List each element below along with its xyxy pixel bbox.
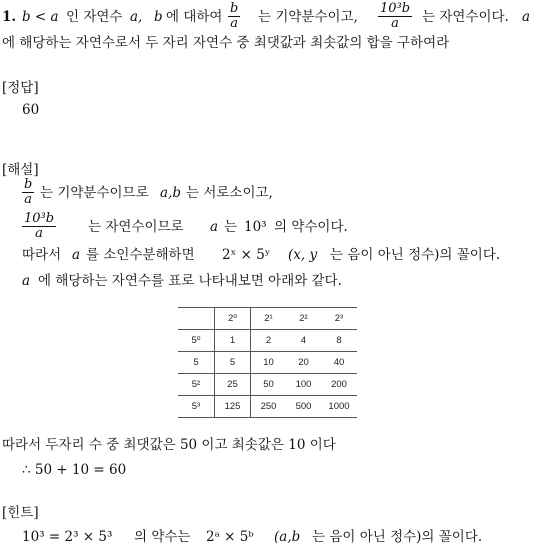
- table-cell: 500: [295, 401, 312, 412]
- table-cell: 100: [295, 379, 312, 390]
- table-cell: 2¹: [264, 313, 273, 324]
- solution-line-1-text: 는 기약분수이므로: [40, 185, 149, 201]
- table-cell: 1000: [328, 401, 350, 412]
- solution-line-3-end: 는 음이 아닌 정수)의 꼴이다.: [330, 247, 501, 263]
- hint-end: 는 음이 아닌 정수)의 꼴이다.: [312, 529, 483, 545]
- table-cell: 20: [298, 357, 309, 368]
- hint-mid: 의 약수는: [134, 529, 191, 545]
- solution-line-4-var: a: [22, 273, 31, 289]
- table-cell: 2³: [334, 313, 344, 324]
- table-cell: 40: [333, 357, 345, 368]
- solution-line-3-var: a: [72, 247, 81, 263]
- table-row: [178, 352, 357, 374]
- table-cell: 2⁰: [215, 308, 251, 330]
- fraction-numerator: 10³b: [24, 211, 55, 226]
- fraction-numerator: 10³b: [380, 1, 411, 16]
- problem-text-3: 는 기약분수이고,: [258, 9, 358, 25]
- solution-fraction-b-over-a: [22, 178, 34, 207]
- table-cell: 200: [331, 379, 347, 390]
- table-cell: 4: [300, 335, 307, 346]
- table-cell: 5²: [178, 374, 215, 396]
- problem-var-b: b: [154, 9, 163, 25]
- solution-label: [해설]: [2, 162, 39, 178]
- table-row: [178, 374, 357, 396]
- problem-text-2: 에 대하여: [166, 9, 223, 25]
- solution-fraction-10b-over-a: [22, 212, 56, 241]
- solution-line-3-expr: 2ˣ × 5ʸ: [222, 247, 271, 263]
- solution-line-4-text: 에 해당하는 자연수를 표로 나타내보면 아래와 같다.: [38, 273, 342, 289]
- problem-var-a-end: a: [522, 9, 531, 25]
- solution-line-3-start: 따라서: [22, 247, 62, 263]
- fraction-numerator: b: [24, 177, 33, 192]
- table-cell: 50: [263, 379, 274, 390]
- problem-number: 1.: [2, 9, 17, 25]
- hint-paren: (a,b: [274, 529, 301, 545]
- problem-fraction-10b-over-a: [378, 2, 412, 31]
- solution-line-3-mid: 를 소인수분해하면: [86, 247, 195, 263]
- fraction-denominator: a: [35, 226, 43, 241]
- table-row: [178, 396, 357, 418]
- solution-conclusion: 따라서 두자리 수 중 최댓값은 50 이고 최솟값은 10 이다: [2, 437, 336, 453]
- table-cell: 25: [215, 374, 251, 396]
- table-cell: [178, 308, 215, 330]
- solution-line-2-end: 의 약수이다.: [274, 219, 348, 235]
- powers-table: [178, 307, 357, 418]
- fraction-numerator: b: [230, 1, 239, 16]
- problem-fraction-b-over-a: [228, 2, 240, 31]
- table-cell: 5: [178, 352, 215, 374]
- fraction-denominator: a: [391, 16, 399, 31]
- solution-line-1-end: 는 서로소이고,: [186, 185, 273, 201]
- solution-line-2-text: 는 자연수이므로: [88, 219, 184, 235]
- table-header-row: [178, 308, 357, 330]
- table-cell: 5⁰: [178, 330, 215, 352]
- solution-line-2-mid: 는: [224, 219, 238, 235]
- table-cell: 2²: [299, 313, 308, 324]
- table-row: [178, 330, 357, 352]
- answer-value: 60: [22, 102, 40, 118]
- problem-line-2: 에 해당하는 자연수로서 두 자리 자연수 중 최댓값과 최솟값의 합을 구하여라: [2, 35, 450, 51]
- table-cell: 1: [215, 330, 251, 352]
- answer-label: [정답]: [2, 80, 39, 96]
- solution-line-1-vars: a,b: [160, 185, 181, 201]
- table-cell: 250: [260, 401, 277, 412]
- table-cell: 5³: [178, 396, 215, 418]
- problem-inequality: b < a: [22, 9, 59, 25]
- problem-text-4: 는 자연수이다.: [422, 9, 509, 25]
- table-cell: 125: [215, 396, 251, 418]
- table-cell: 8: [336, 335, 342, 346]
- hint-expr: 2ᵃ × 5ᵇ: [206, 529, 254, 545]
- problem-text-1: 인 자연수: [66, 9, 123, 25]
- solution-result: ∴ 50 + 10 = 60: [22, 462, 127, 478]
- problem-var-a: a,: [130, 9, 143, 25]
- hint-lhs: 10³ = 2³ × 5³: [22, 529, 113, 545]
- table-cell: 2: [265, 335, 272, 346]
- solution-line-3-paren: (x, y: [288, 247, 318, 263]
- hint-label: [힌트]: [2, 505, 39, 521]
- solution-line-2-power: 10³: [244, 219, 267, 235]
- table-cell: 5: [215, 352, 251, 374]
- fraction-denominator: a: [24, 192, 33, 207]
- fraction-denominator: a: [230, 16, 239, 31]
- table-cell: 10: [263, 357, 274, 368]
- solution-line-2-var: a: [210, 219, 219, 235]
